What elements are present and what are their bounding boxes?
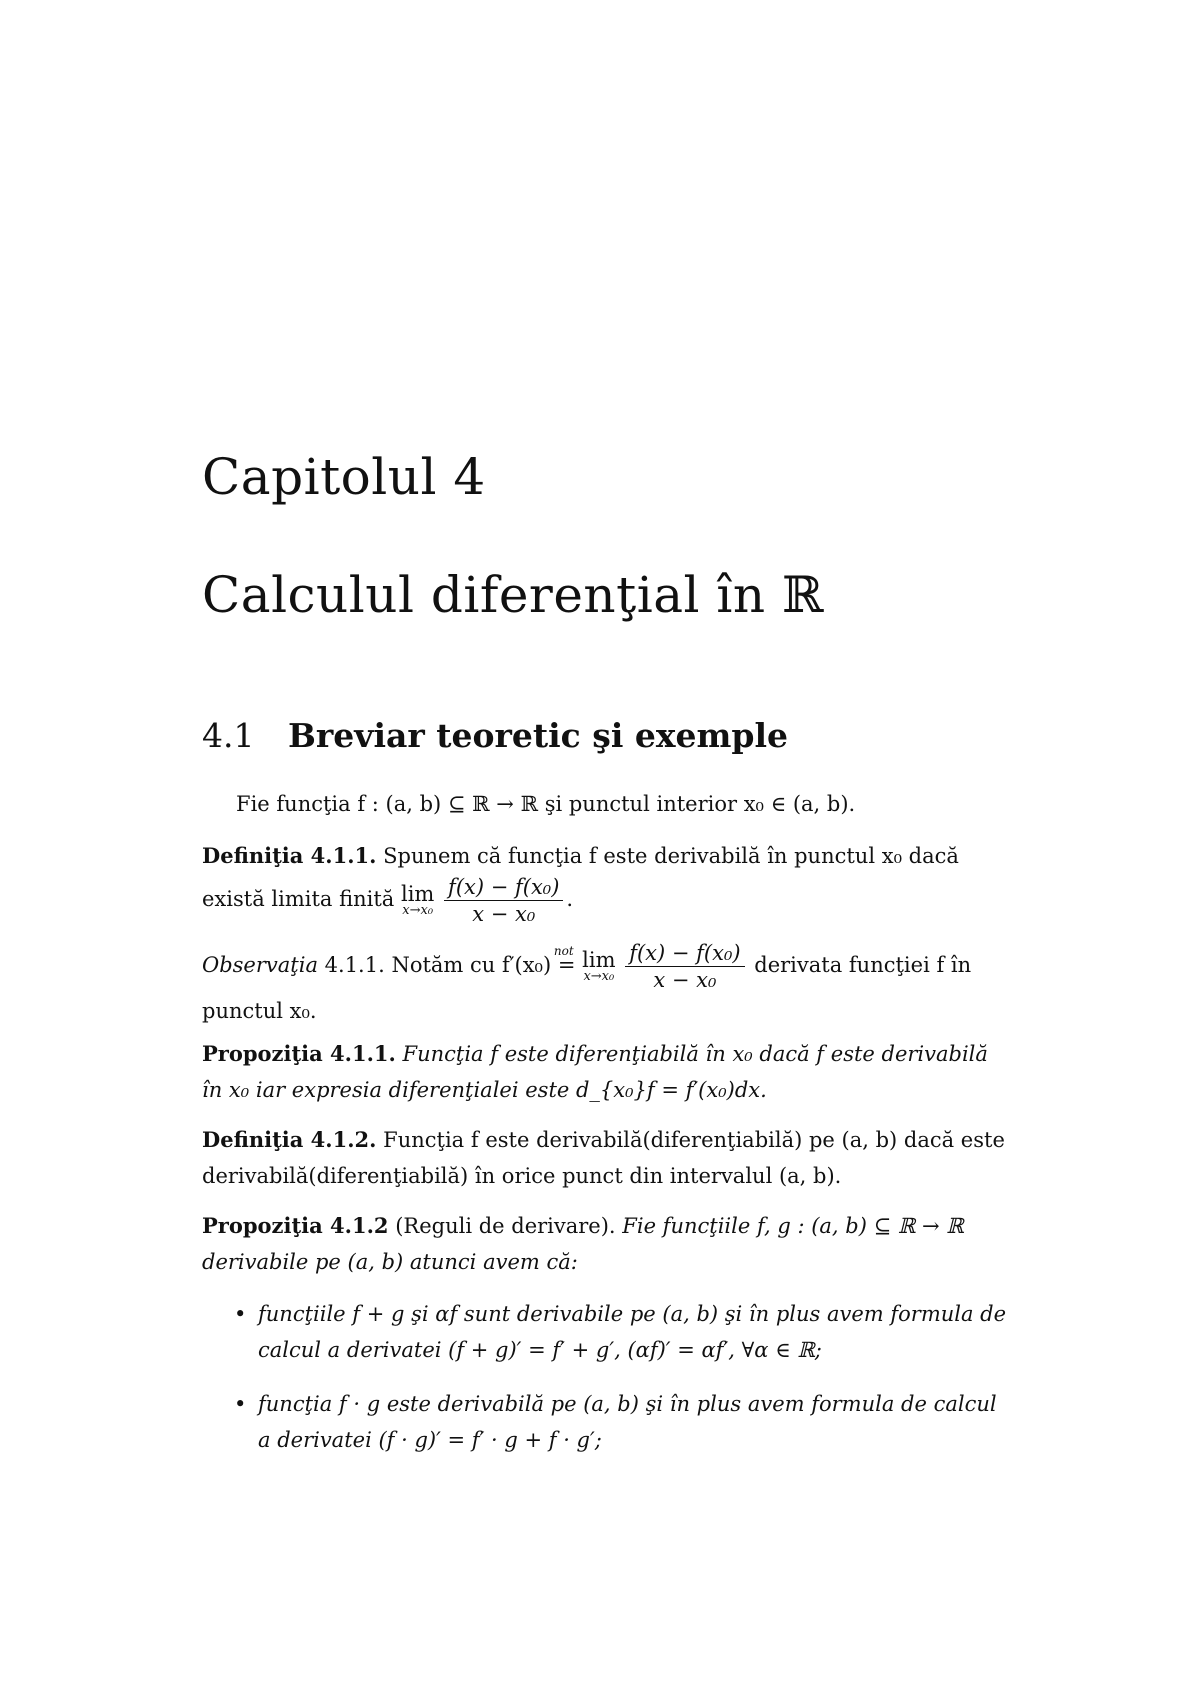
section-number: 4.1 xyxy=(202,716,255,755)
observation-text: Notăm cu f′(x₀) xyxy=(391,953,552,977)
proposition-note: (Reguli de derivare). xyxy=(395,1214,616,1238)
limit-operator xyxy=(401,881,435,918)
definition-4-1-2 xyxy=(202,1122,1008,1194)
fraction-numerator: f(x) − f(x₀) xyxy=(448,875,560,899)
observation-label: Observaţia xyxy=(202,953,318,977)
proposition-label: Propoziţia 4.1.1. xyxy=(202,1041,396,1066)
definition-text: Spunem că funcţia f este derivabilă în punctul x₀ dacă există limita finită xyxy=(202,844,959,911)
proposition-text: Fie funcţiile f, g : (a, b) ⊆ ℝ → ℝ derivabile pe (a, b) atunci avem că: xyxy=(202,1214,964,1274)
observation-4-1-1 xyxy=(202,940,1008,1029)
observation-text-end: derivata funcţiei f în punctul x₀. xyxy=(202,953,972,1023)
list-item-text: funcţiile f + g şi αf sunt derivabile pe (a, b) şi în plus avem formula de calcul a derivatei (f + g)′ = f′ + g′, (αf)′ = αf′, ∀α ∈ ℝ; xyxy=(258,1302,1007,1362)
difference-quotient xyxy=(625,940,744,993)
fraction-denominator: x − x₀ xyxy=(444,900,563,927)
section-title: Breviar teoretic şi exemple xyxy=(288,716,789,755)
proposition-text: Funcţia f este diferenţiabilă în x₀ dacă f este derivabilă în x₀ iar expresia diferenţialei este d_{x₀}f = f′(x₀)dx. xyxy=(202,1042,988,1102)
fraction-denominator: x − x₀ xyxy=(625,966,744,993)
intro-paragraph: Fie funcţia f : (a, b) ⊆ ℝ → ℝ şi punctul interior x₀ ∈ (a, b). xyxy=(236,792,856,816)
lim-text: lim xyxy=(582,947,616,972)
period: . xyxy=(566,887,574,911)
chapter-title: Calculul diferenţial în ℝ xyxy=(202,566,825,624)
notation-label: not xyxy=(553,944,574,958)
proposition-4-1-2 xyxy=(202,1208,1008,1280)
definition-label: Definiţia 4.1.1. xyxy=(202,843,377,868)
observation-number: 4.1.1. xyxy=(324,953,385,977)
list-item-text: funcţia f · g este derivabilă pe (a, b) şi în plus avem formula de calcul a derivatei (f · g)′ = f′ · g + f · g′; xyxy=(258,1392,997,1452)
lim-subscript: x→x₀ xyxy=(583,968,615,984)
lim-subscript: x→x₀ xyxy=(402,902,434,918)
list-item xyxy=(202,1296,1008,1368)
fraction-numerator: f(x) − f(x₀) xyxy=(629,941,741,965)
bullet-icon: • xyxy=(234,1302,247,1326)
definition-text: Funcţia f este derivabilă(diferenţiabilă) pe (a, b) dacă este derivabilă(diferenţiabilă) în orice punct din intervalul (a, b). xyxy=(202,1128,1005,1188)
limit-operator xyxy=(582,947,616,984)
bullet-icon: • xyxy=(234,1392,247,1416)
proposition-4-1-1 xyxy=(202,1036,1008,1108)
proposition-label: Propoziţia 4.1.2 xyxy=(202,1213,389,1238)
difference-quotient xyxy=(444,874,563,927)
definition-4-1-1 xyxy=(202,838,1008,927)
section-heading xyxy=(202,716,788,755)
notation-equals xyxy=(553,944,576,983)
definition-label: Definiţia 4.1.2. xyxy=(202,1127,377,1152)
equals-sign: = xyxy=(557,953,576,977)
lim-text: lim xyxy=(401,881,435,906)
chapter-number: Capitolul 4 xyxy=(202,448,486,506)
list-item xyxy=(202,1386,1008,1458)
